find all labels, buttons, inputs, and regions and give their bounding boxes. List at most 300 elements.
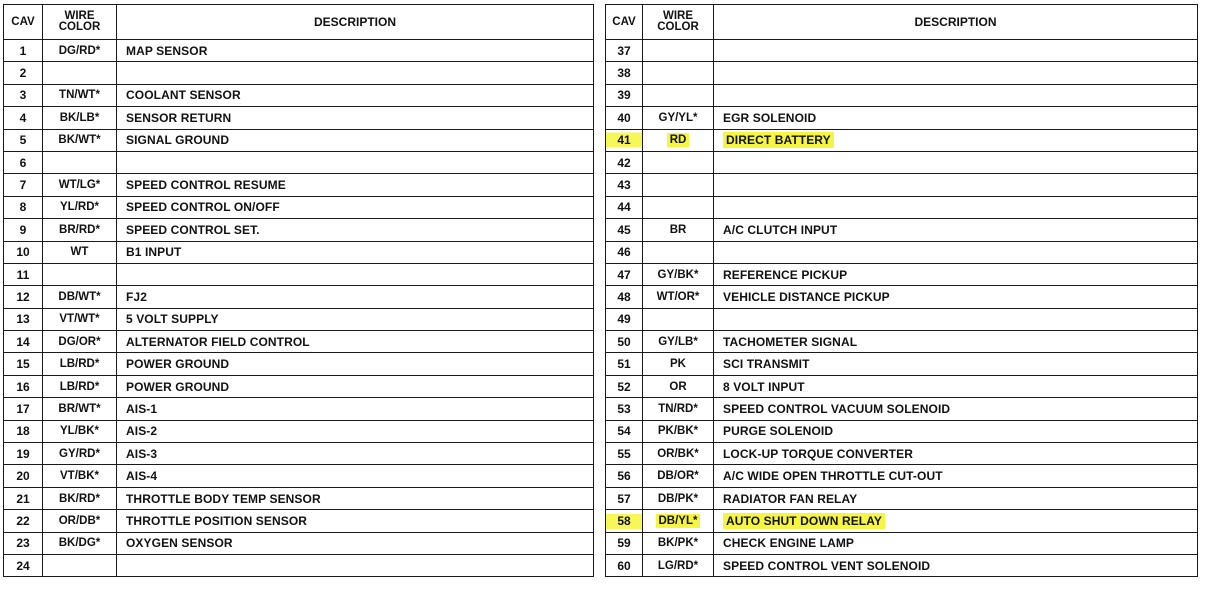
description-cell	[117, 107, 594, 129]
wire-color-cell	[43, 375, 117, 397]
description-cell	[117, 510, 594, 532]
description-cell	[714, 554, 1198, 576]
description-cell-text: SPEED CONTROL ON/OFF	[126, 200, 280, 215]
description-cell-text: SPEED CONTROL VACUUM SOLENOID	[723, 401, 951, 416]
table-row	[4, 129, 594, 151]
description-cell	[117, 40, 594, 62]
cav-cell	[4, 263, 43, 285]
description-cell-text: PURGE SOLENOID	[723, 424, 834, 439]
wire-color-cell	[643, 353, 714, 375]
description-cell-text: 5 VOLT SUPPLY	[126, 312, 219, 327]
cav-cell	[4, 532, 43, 554]
wire-color-cell-text: BK/PK*	[657, 537, 699, 550]
table-row	[4, 263, 594, 285]
table-row	[606, 308, 1198, 330]
description-cell-text: TACHOMETER SIGNAL	[723, 334, 858, 349]
description-cell-text: AUTO SHUT DOWN RELAY	[723, 513, 885, 529]
table-row	[606, 331, 1198, 353]
wire-color-cell	[43, 398, 117, 420]
description-cell-text: SPEED CONTROL SET.	[126, 222, 260, 237]
table-row	[606, 84, 1198, 106]
cav-cell-text: 39	[617, 88, 631, 103]
description-cell	[714, 263, 1198, 285]
wire-color-cell	[643, 375, 714, 397]
cav-cell-text: 42	[617, 155, 631, 170]
cav-cell-text: 10	[16, 245, 30, 260]
wire-color-cell-text: RD	[667, 133, 690, 147]
description-cell	[117, 62, 594, 84]
cav-cell	[4, 129, 43, 151]
wire-color-cell	[643, 196, 714, 218]
table-row	[4, 107, 594, 129]
header-cav: CAV	[4, 5, 43, 40]
wire-color-cell	[643, 420, 714, 442]
cav-cell	[606, 286, 643, 308]
table-row	[606, 554, 1198, 576]
cav-cell-text: 41	[617, 133, 631, 148]
cav-cell-text: 19	[16, 446, 30, 461]
cav-cell-text: 60	[617, 558, 631, 573]
cav-cell	[4, 241, 43, 263]
cav-cell	[4, 487, 43, 509]
pinout-table-right	[605, 4, 1198, 577]
description-cell	[117, 443, 594, 465]
wire-color-cell	[43, 84, 117, 106]
description-cell	[714, 219, 1198, 241]
table-row	[606, 107, 1198, 129]
cav-cell	[4, 308, 43, 330]
description-cell-text: LOCK-UP TORQUE CONVERTER	[723, 446, 913, 461]
cav-cell	[4, 286, 43, 308]
description-cell	[117, 241, 594, 263]
description-cell	[117, 375, 594, 397]
cav-cell-text: 18	[16, 424, 30, 439]
table-row	[606, 286, 1198, 308]
description-cell	[117, 487, 594, 509]
table-body-left	[4, 40, 594, 577]
wire-color-cell-text: PK	[670, 358, 686, 371]
description-cell	[117, 151, 594, 173]
cav-cell	[606, 353, 643, 375]
wire-color-cell	[643, 465, 714, 487]
description-cell	[714, 420, 1198, 442]
cav-cell-text: 40	[617, 110, 631, 125]
cav-cell	[4, 554, 43, 576]
cav-cell-text: 3	[19, 88, 27, 103]
cav-cell	[606, 331, 643, 353]
cav-cell-text: 49	[617, 312, 631, 327]
description-cell-text: DIRECT BATTERY	[723, 132, 834, 148]
cav-cell	[606, 420, 643, 442]
cav-cell-text: 51	[617, 357, 631, 372]
cav-cell-text: 37	[617, 43, 631, 58]
cav-cell	[606, 40, 643, 62]
cav-cell-text: 14	[16, 334, 30, 349]
wire-color-cell-text: BK/WT*	[58, 134, 101, 147]
cav-cell-text: 8	[19, 200, 27, 215]
table-row	[4, 286, 594, 308]
cav-cell-text: 6	[19, 155, 27, 170]
cav-cell-text: 17	[16, 401, 30, 416]
table-row	[606, 487, 1198, 509]
description-cell-text: A/C CLUTCH INPUT	[723, 222, 838, 237]
wire-color-cell-text: DG/OR*	[58, 335, 101, 348]
table-row	[4, 532, 594, 554]
description-cell-text: COOLANT SENSOR	[126, 88, 241, 103]
cav-cell-text: 38	[617, 66, 631, 81]
wire-color-cell	[643, 532, 714, 554]
description-cell	[714, 353, 1198, 375]
table-row	[4, 398, 594, 420]
wire-color-cell-text: VT/BK*	[60, 470, 99, 483]
wire-color-cell	[43, 129, 117, 151]
table-row	[4, 174, 594, 196]
wire-color-cell-text: OR/BK*	[657, 447, 699, 460]
description-cell	[714, 487, 1198, 509]
table-row	[606, 420, 1198, 442]
cav-cell	[4, 375, 43, 397]
cav-cell	[606, 510, 643, 532]
table-row	[4, 554, 594, 576]
wire-color-cell	[643, 554, 714, 576]
cav-cell-text: 23	[16, 536, 30, 551]
cav-cell-text: 53	[617, 401, 631, 416]
table-row	[4, 84, 594, 106]
description-cell	[117, 308, 594, 330]
wire-color-cell-text: BR/WT*	[58, 402, 101, 415]
cav-cell	[606, 219, 643, 241]
table-row	[606, 219, 1198, 241]
cav-cell	[606, 196, 643, 218]
description-cell	[117, 263, 594, 285]
table-row	[606, 151, 1198, 173]
description-cell	[714, 398, 1198, 420]
wire-color-cell-text: GY/YL*	[658, 111, 698, 124]
description-cell	[117, 420, 594, 442]
table-row	[4, 219, 594, 241]
table-row	[4, 196, 594, 218]
cav-cell	[4, 443, 43, 465]
wire-color-cell	[643, 219, 714, 241]
cav-cell-text: 12	[16, 289, 30, 304]
wire-color-cell-text: LB/RD*	[59, 380, 100, 393]
cav-cell-text: 45	[617, 222, 631, 237]
cav-cell	[606, 263, 643, 285]
wire-color-cell	[643, 443, 714, 465]
cav-cell-text: 44	[617, 200, 631, 215]
cav-cell	[4, 510, 43, 532]
cav-cell	[4, 465, 43, 487]
wire-color-cell	[643, 40, 714, 62]
header-description: DESCRIPTION	[714, 5, 1198, 40]
wire-color-cell	[643, 129, 714, 151]
description-cell	[117, 353, 594, 375]
cav-cell-text: 57	[617, 491, 631, 506]
wire-color-cell	[43, 308, 117, 330]
wire-color-cell-text: OR/DB*	[58, 514, 101, 527]
wire-color-cell-text: YL/RD*	[60, 201, 99, 214]
cav-cell-text: 56	[617, 469, 631, 484]
table-row	[4, 151, 594, 173]
description-cell	[117, 286, 594, 308]
table-row	[606, 263, 1198, 285]
table-row	[4, 487, 594, 509]
wire-color-cell	[643, 174, 714, 196]
wire-color-cell-text: LB/RD*	[59, 358, 100, 371]
wire-color-cell	[643, 398, 714, 420]
wire-color-cell	[43, 443, 117, 465]
description-cell-text: SIGNAL GROUND	[126, 133, 230, 148]
wire-color-cell-text: WT/LG*	[58, 179, 101, 192]
wire-color-cell	[43, 151, 117, 173]
description-cell-text: EGR SOLENOID	[723, 110, 817, 125]
description-cell	[714, 84, 1198, 106]
wire-color-cell	[643, 84, 714, 106]
description-cell	[714, 308, 1198, 330]
description-cell-text: SPEED CONTROL VENT SOLENOID	[723, 558, 931, 573]
description-cell-text: A/C WIDE OPEN THROTTLE CUT-OUT	[723, 469, 943, 484]
cav-cell-text: 22	[16, 513, 30, 528]
header-description: DESCRIPTION	[117, 5, 594, 40]
wire-color-cell	[643, 62, 714, 84]
cav-cell-text: 16	[16, 379, 30, 394]
cav-cell	[4, 353, 43, 375]
wire-color-cell	[43, 353, 117, 375]
cav-cell-text: 46	[617, 245, 631, 260]
wire-color-cell	[43, 107, 117, 129]
wire-color-cell	[43, 554, 117, 576]
cav-cell-text: 59	[617, 536, 631, 551]
cav-cell	[606, 465, 643, 487]
cav-cell-text: 7	[19, 178, 27, 193]
cav-cell	[606, 443, 643, 465]
wire-color-cell-text: GY/LB*	[658, 335, 698, 348]
wire-color-cell	[643, 241, 714, 263]
table-row	[606, 443, 1198, 465]
pinout-table-left	[3, 4, 594, 577]
cav-cell-text: 21	[16, 491, 30, 506]
wire-color-cell	[43, 196, 117, 218]
description-cell-text: AIS-4	[126, 469, 158, 484]
wire-color-cell	[643, 107, 714, 129]
description-cell	[714, 510, 1198, 532]
description-cell-text: MAP SENSOR	[126, 43, 208, 58]
header-row	[4, 5, 594, 40]
description-cell	[714, 129, 1198, 151]
description-cell	[714, 151, 1198, 173]
table-row	[606, 129, 1198, 151]
description-cell-text: POWER GROUND	[126, 357, 230, 372]
wire-color-cell-text: OR	[669, 380, 687, 393]
wire-color-cell-text: YL/BK*	[60, 425, 99, 438]
header-wire-line: WIRE	[662, 10, 694, 22]
wire-color-cell	[643, 308, 714, 330]
header-wire-color	[43, 5, 117, 40]
cav-cell-text: 47	[617, 267, 631, 282]
wire-color-cell	[43, 331, 117, 353]
wire-color-cell-text: BK/LB*	[59, 111, 100, 124]
wire-color-cell-text: DG/RD*	[58, 44, 101, 57]
cav-cell-text: 52	[617, 379, 631, 394]
cav-cell	[606, 375, 643, 397]
wire-color-cell	[643, 151, 714, 173]
wire-color-cell-text: LG/RD*	[657, 559, 699, 572]
cav-cell	[4, 196, 43, 218]
cav-cell	[606, 107, 643, 129]
cav-cell-text: 15	[16, 357, 30, 372]
wire-color-cell	[643, 286, 714, 308]
table-row	[4, 62, 594, 84]
wire-color-cell-text: BK/RD*	[59, 492, 100, 505]
description-cell-text: RADIATOR FAN RELAY	[723, 491, 858, 506]
wire-color-cell	[43, 465, 117, 487]
cav-cell	[606, 554, 643, 576]
wire-color-cell-text: DB/PK*	[657, 492, 699, 505]
table-row	[4, 331, 594, 353]
table-row	[4, 510, 594, 532]
cav-cell	[606, 532, 643, 554]
table-row	[4, 308, 594, 330]
description-cell-text: CHECK ENGINE LAMP	[723, 536, 855, 551]
description-cell	[117, 219, 594, 241]
description-cell-text: REFERENCE PICKUP	[723, 267, 848, 282]
description-cell	[714, 62, 1198, 84]
wire-color-cell-text: TN/RD*	[658, 402, 698, 415]
table-body-right	[606, 40, 1198, 577]
cav-cell	[4, 40, 43, 62]
cav-cell-text: 11	[16, 267, 30, 282]
description-cell	[714, 532, 1198, 554]
table-row	[4, 443, 594, 465]
wire-color-cell	[43, 286, 117, 308]
cav-cell	[4, 84, 43, 106]
wire-color-cell-text: WT	[70, 246, 89, 259]
cav-cell-text: 20	[16, 469, 30, 484]
wire-color-cell-text: TN/WT*	[59, 89, 100, 102]
description-cell-text: B1 INPUT	[126, 245, 182, 260]
wire-color-cell	[43, 263, 117, 285]
cav-cell-text: 58	[617, 513, 631, 528]
cav-cell-text: 48	[617, 289, 631, 304]
description-cell	[714, 375, 1198, 397]
description-cell-text: ALTERNATOR FIELD CONTROL	[126, 334, 310, 349]
wire-color-cell	[43, 174, 117, 196]
description-cell-text: THROTTLE BODY TEMP SENSOR	[126, 491, 321, 506]
cav-cell	[4, 174, 43, 196]
wire-color-cell-text: DB/YL*	[656, 514, 701, 528]
table-row	[606, 510, 1198, 532]
wire-color-cell-text: GY/RD*	[59, 447, 100, 460]
description-cell	[714, 174, 1198, 196]
wire-color-cell	[643, 510, 714, 532]
header-wire-line: WIRE	[64, 10, 95, 22]
description-cell-text: OXYGEN SENSOR	[126, 536, 233, 551]
table-row	[606, 353, 1198, 375]
description-cell-text: POWER GROUND	[126, 379, 230, 394]
wire-color-cell-text: BR	[669, 223, 687, 236]
wire-color-cell-text: VT/WT*	[59, 313, 100, 326]
table-row	[4, 241, 594, 263]
cav-cell	[4, 62, 43, 84]
cav-cell	[4, 151, 43, 173]
table-row	[4, 420, 594, 442]
cav-cell-text: 5	[19, 133, 27, 148]
wire-color-cell-text: BK/DG*	[58, 537, 101, 550]
cav-cell	[606, 308, 643, 330]
wire-color-cell	[643, 263, 714, 285]
wire-color-cell	[43, 532, 117, 554]
table-row	[606, 196, 1198, 218]
description-cell-text: FJ2	[126, 289, 147, 304]
description-cell	[117, 331, 594, 353]
table-row	[606, 465, 1198, 487]
description-cell-text: SCI TRANSMIT	[723, 357, 810, 372]
header-row	[606, 5, 1198, 40]
description-cell-text: 8 VOLT INPUT	[723, 379, 805, 394]
cav-cell-text: 55	[617, 446, 631, 461]
table-row	[606, 398, 1198, 420]
cav-cell	[606, 174, 643, 196]
cav-cell	[606, 241, 643, 263]
wire-color-cell	[43, 487, 117, 509]
cav-cell	[606, 398, 643, 420]
header-wire-color	[643, 5, 714, 40]
description-cell	[117, 554, 594, 576]
table-row	[606, 241, 1198, 263]
description-cell-text: AIS-1	[126, 401, 158, 416]
table-row	[606, 375, 1198, 397]
wire-color-cell	[43, 510, 117, 532]
description-cell	[117, 129, 594, 151]
description-cell	[714, 465, 1198, 487]
wire-color-cell	[43, 420, 117, 442]
description-cell	[714, 107, 1198, 129]
wire-color-cell	[43, 241, 117, 263]
cav-cell-text: 9	[19, 222, 27, 237]
wire-color-cell-text: PK/BK*	[657, 425, 699, 438]
wire-color-cell	[643, 487, 714, 509]
cav-cell	[606, 129, 643, 151]
description-cell	[117, 174, 594, 196]
wire-color-cell-text: DB/WT*	[58, 290, 101, 303]
table-row	[4, 375, 594, 397]
description-cell	[117, 532, 594, 554]
cav-cell	[606, 62, 643, 84]
wire-color-cell-text: DB/OR*	[657, 470, 699, 483]
cav-cell	[606, 84, 643, 106]
cav-cell-text: 2	[19, 66, 27, 81]
description-cell	[117, 398, 594, 420]
cav-cell	[4, 398, 43, 420]
wire-color-cell-text: WT/OR*	[656, 290, 700, 303]
description-cell-text: AIS-2	[126, 424, 158, 439]
description-cell	[714, 286, 1198, 308]
description-cell-text: SPEED CONTROL RESUME	[126, 178, 286, 193]
cav-cell	[4, 107, 43, 129]
header-color-line: COLOR	[58, 21, 101, 33]
wire-color-cell	[43, 62, 117, 84]
cav-cell-text: 1	[19, 43, 27, 58]
cav-cell-text: 54	[617, 424, 631, 439]
cav-cell	[606, 487, 643, 509]
cav-cell	[4, 219, 43, 241]
cav-cell	[606, 151, 643, 173]
wire-color-cell	[643, 331, 714, 353]
table-row	[4, 353, 594, 375]
cav-cell-text: 13	[16, 312, 30, 327]
cav-cell-text: 50	[617, 334, 631, 349]
wire-color-cell	[43, 40, 117, 62]
